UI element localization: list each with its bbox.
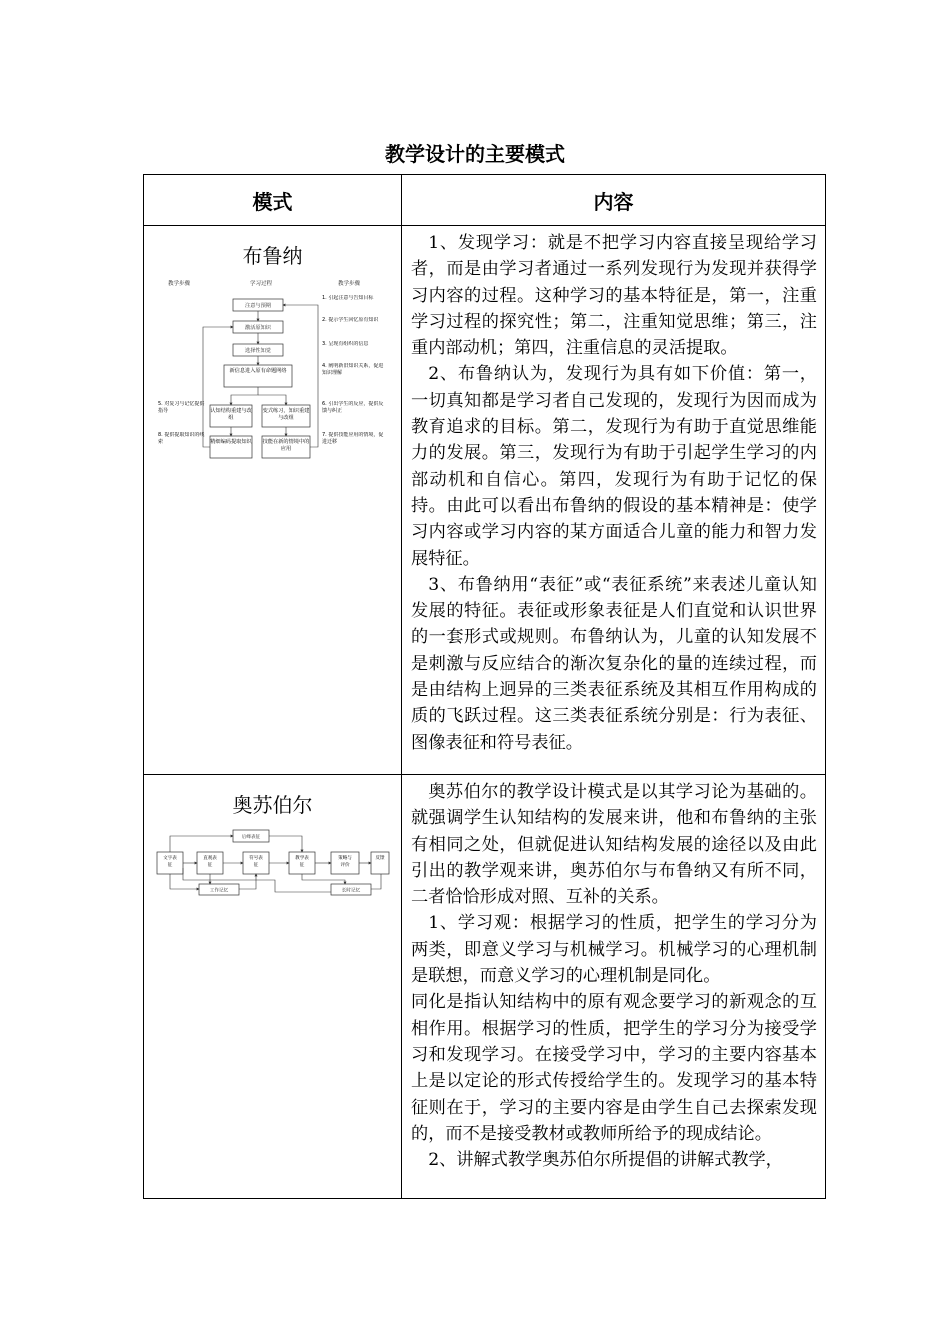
bruner-box-label: 注意与预期 [244, 303, 271, 309]
ausubel-box-label: 后峰表征 [241, 835, 260, 840]
bruner-col-header: 学习过程 [249, 281, 272, 287]
bruner-diagram [158, 277, 388, 462]
mode-cell-bruner [144, 226, 402, 775]
paragraph: 1、学习观：根据学习的性质，把学生的学习分为两类，即意义学习与机械学习。机械学习的心理机制是联想，而意义学习的心理机制是同化。 [411, 913, 817, 987]
ausubel-box-label: 文字表征 [162, 856, 177, 868]
ausubel-box-label: 长时记忆 [341, 888, 360, 894]
bruner-step-note: 4. 阐明新旧知识关系，促进知识理解 [321, 363, 383, 376]
mode-name-bruner: 布鲁纳 [242, 244, 303, 268]
ausubel-box-label: 符号表征 [248, 856, 263, 868]
bruner-step-note: 5. 对复习与记忆提供指导 [157, 401, 204, 414]
paragraph: 奥苏伯尔的教学设计模式是以其学习论为基础的。就强调学生认知结构的发展来讲，他和布鲁纳的主张有相同之处，但就促进认知结构发展的途径以及由此引出的教学观来讲，奥苏伯尔与布鲁纳又有所不同，二者恰恰形成对照、互补的关系。 [411, 782, 817, 908]
table-row-ausubel [144, 775, 826, 1199]
bruner-box-label: 技能在新的情境中的应用 [262, 439, 309, 452]
bruner-box-label: 激活原知识 [244, 325, 271, 331]
ausubel-box-label: 工作记忆 [209, 888, 228, 894]
content-cell-ausubel [402, 775, 826, 1199]
bruner-step-note: 6. 引出学生的反应，提供反馈与纠正 [321, 401, 383, 414]
bruner-box-label: 新信息进入原有命题网络 [228, 368, 287, 374]
header-content: 内容 [402, 175, 826, 226]
mode-name-ausubel: 奥苏伯尔 [232, 793, 313, 817]
table-header-row [144, 175, 826, 226]
paragraph: 1、发现学习：就是不把学习内容直接呈现给学习者，而是由学习者通过一系列发现行为发现并获得学习内容的过程。这种学习的基本特征是，第一，注重学习过程的探究性；第二，注重知觉思维；第三，注重内部动机；第四，注重信息的灵活提取。 [411, 233, 817, 359]
ausubel-box-label: 直观表征 [202, 856, 217, 868]
models-table [143, 174, 826, 1199]
bruner-col-header: 教学步骤 [337, 281, 360, 287]
bruner-step-note: 7. 提供技能应用的情境，促进迁移 [321, 432, 383, 445]
content-cell-bruner [402, 226, 826, 775]
ausubel-box-label: 教学表征 [294, 856, 309, 868]
bruner-box-label: 认知结构重建与改组 [209, 408, 252, 421]
ausubel-box-label: 反馈 [374, 856, 385, 861]
ausubel-diagram [155, 828, 391, 900]
table-row-bruner [144, 226, 826, 775]
paragraph: 2、布鲁纳认为，发现行为具有如下价值：第一，一切真知都是学习者自己发现的，发现行为因而成为教育追求的目标。第二，发现行为有助于直觉思维能力的发展。第三，发现行为有助于引起学生学习的内部动机和自信心。第四，发现行为有助于记忆的保持。由此可以看出布鲁纳的假设的基本精神是：使学习内容或学习内容的某方面适合儿童的能力和智力发展特征。 [411, 364, 817, 569]
paragraph: 3、布鲁纳用“表征”或“表征系统”来表述儿童认知发展的特征。表征或形象表征是人们直觉和认识世界的一套形式或规则。布鲁纳认为，儿童的认知发展不是刺激与反应结合的渐次复杂化的量的连续过程，而是由结构上迥异的三类表征系统及其相互作用构成的质的飞跃过程。这三类表征系统分别是：行为表征、图像表征和符号表征。 [411, 574, 817, 753]
page-title: 教学设计的主要模式 [385, 142, 565, 166]
bruner-col-header: 教学步骤 [167, 281, 190, 287]
bruner-step-note: 3. 呈现有组织的信息 [321, 341, 368, 347]
bruner-box-label: 选择性知觉 [244, 348, 271, 354]
bruner-step-note: 2. 提示学生回忆原有知识 [321, 317, 378, 323]
bruner-box-label: 变式练习，知识重建与改组 [262, 408, 309, 421]
ausubel-box-label: 策略与评价 [337, 856, 352, 868]
mode-cell-ausubel [144, 775, 402, 1199]
bruner-box-label: 精细编码提取知识 [209, 439, 252, 445]
bruner-step-note: 1. 引起注意与告知目标 [321, 295, 373, 301]
paragraph: 2、讲解式教学奥苏伯尔所提倡的讲解式教学， [428, 1150, 783, 1171]
paragraph: 同化是指认知结构中的原有观念要学习的新观念的互相作用。根据学习的性质，把学生的学习分为接受学习和发现学习。在接受学习中，学习的主要内容基本上是以定论的形式传授给学生的。发现学习的基本特征则在于，学习的主要内容是由学生自己去探索发现的，而不是接受教材或教师所给予的现成结论。 [411, 992, 817, 1144]
header-mode: 模式 [144, 175, 402, 226]
bruner-step-note: 8. 提供提取知识的线索 [157, 432, 204, 445]
